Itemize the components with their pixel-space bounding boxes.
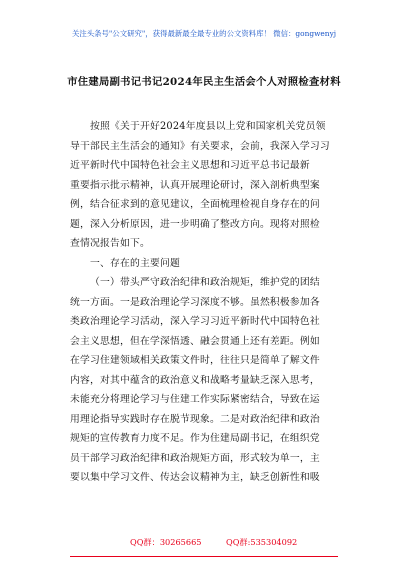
body-line: 查情况报告如下。 bbox=[70, 238, 150, 249]
body-line: 导干部民主生活会的通知》有关要求，会前，我深入学习习 bbox=[70, 141, 330, 152]
body-line: 规矩的宣传教育力度不足。作为住建局副书记，在组织党 bbox=[70, 433, 320, 444]
footer-qq-group-2 bbox=[226, 537, 297, 548]
body-line: 在学习住建领域相关政策文件时，往往只是简单了解文件 bbox=[70, 355, 320, 366]
body-line: 要以集中学习文件、传达会议精神为主，缺乏创新性和吸 bbox=[70, 472, 320, 483]
subsection-heading: （一）带头严守政治纪律和政治规矩，维护党的团结 bbox=[90, 277, 320, 288]
body-line: 按照《关于开好2024年度县以上党和国家机关党员领 bbox=[90, 121, 326, 132]
footer-rule bbox=[70, 556, 338, 557]
section-heading: 一、存在的主要问题 bbox=[90, 258, 180, 269]
qq-number: 30265665 bbox=[159, 537, 202, 547]
body-line: 统一方面。一是政治理论学习深度不够。虽然积极参加各 bbox=[70, 297, 320, 308]
body-line: 近平新时代中国特色社会主义思想和习近平总书记最新 bbox=[70, 160, 310, 171]
body-line: 题，深入分析原因，进一步明确了整改方向。现将对照检 bbox=[70, 219, 320, 230]
footer-qq-group-1 bbox=[130, 537, 202, 548]
body-line: 用理论指导实践时存在脱节现象。二是对政治纪律和政治 bbox=[70, 414, 320, 425]
body-line: 未能充分将理论学习与住建工作实际紧密结合，导致在运 bbox=[70, 394, 320, 405]
qq-label: QQ群: bbox=[226, 537, 251, 547]
document-title: 市住建局副书记书记2024年民主生活会个人对照检查材料 bbox=[67, 76, 341, 88]
body-line: 内容，对其中蕴含的政治意义和战略考量缺乏深入思考， bbox=[70, 375, 320, 386]
body-line: 类政治理论学习活动，深入学习习近平新时代中国特色社 bbox=[70, 316, 320, 327]
body-line: 会主义思想，但在学深悟透、融会贯通上还有差距。例如 bbox=[70, 336, 320, 347]
body-line: 例，结合征求到的意见建议，全面梳理检视自身存在的问 bbox=[70, 199, 320, 210]
body-line: 重要指示批示精神，认真开展理论研讨，深入剖析典型案 bbox=[70, 180, 320, 191]
qq-number: 535304092 bbox=[250, 537, 298, 547]
qq-label: QQ群： bbox=[130, 537, 160, 547]
body-line: 员干部学习政治纪律和政治规矩方面，形式较为单一，主 bbox=[70, 453, 320, 464]
header-banner: 关注头条号"公文研究"，获得最新最全最专业的公文资料库！ 微信：gongwenyj bbox=[71, 29, 337, 38]
